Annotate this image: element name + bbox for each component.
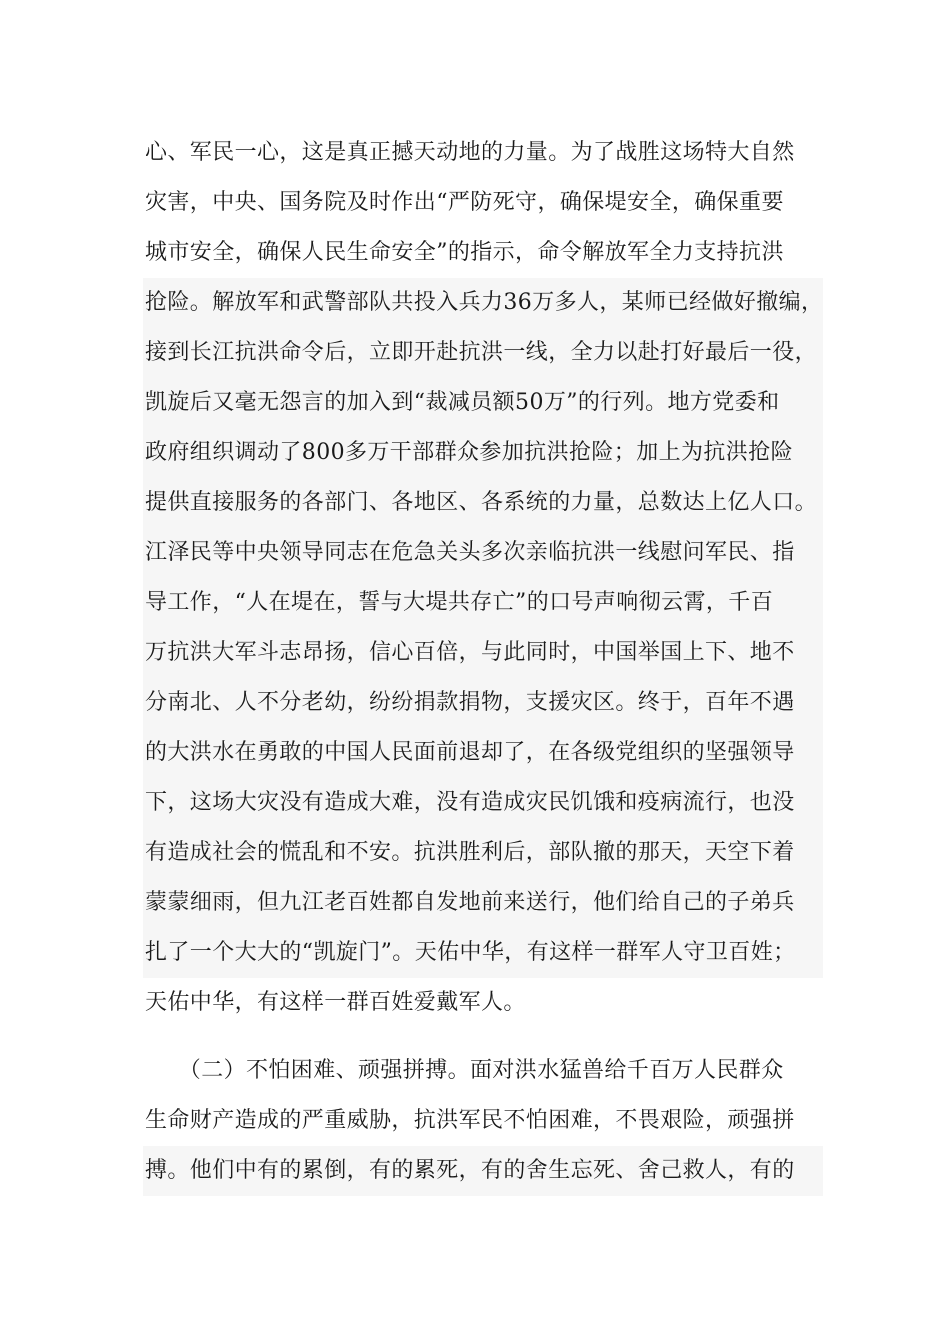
text-line: 心、军民一心，这是真正撼天动地的力量。为了战胜这场特大自然: [145, 140, 795, 165]
text-line: 万抗洪大军斗志昂扬，信心百倍，与此同时，中国举国上下、地不: [143, 628, 823, 678]
text-line: 提供直接服务的各部门、各地区、各系统的力量，总数达上亿人口。: [143, 478, 823, 528]
text-line: 政府组织调动了800多万干部群众参加抗洪抢险；加上为抗洪抢险: [143, 428, 823, 478]
section-heading-line: （二）不怕困难、顽强拼搏。面对洪水猛兽给千百万人民群众: [145, 1058, 784, 1083]
text-line: 凯旋后又毫无怨言的加入到“裁减员额50万”的行列。地方党委和: [143, 378, 823, 428]
text-line: 灾害，中央、国务院及时作出“严防死守，确保堤安全，确保重要: [145, 190, 784, 215]
text-line: 导工作，“人在堤在，誓与大堤共存亡”的口号声响彻云霄，千百: [143, 578, 823, 628]
paragraph-section-two: [143, 1046, 823, 1196]
text-line: 扎了一个大大的“凯旋门”。天佑中华，有这样一群军人守卫百姓；: [143, 928, 823, 978]
text-line: 生命财产造成的严重威胁，抗洪军民不怕困难，不畏艰险，顽强拼: [145, 1108, 795, 1133]
text-line: 搏。他们中有的累倒，有的累死，有的舍生忘死、舍己救人，有的: [143, 1146, 823, 1196]
text-line: 接到长江抗洪命令后，立即开赴抗洪一线，全力以赴打好最后一役，: [143, 328, 823, 378]
text-line: 有造成社会的慌乱和不安。抗洪胜利后，部队撤的那天，天空下着: [143, 828, 823, 878]
text-line: 抢险。解放军和武警部队共投入兵力36万多人，某师已经做好撤编，: [143, 278, 823, 328]
paragraph-flood-fight: [143, 128, 823, 1028]
text-line: 江泽民等中央领导同志在危急关头多次亲临抗洪一线慰问军民、指: [143, 528, 823, 578]
text-line: 的大洪水在勇敢的中国人民面前退却了，在各级党组织的坚强领导: [143, 728, 823, 778]
text-line: 天佑中华，有这样一群百姓爱戴军人。: [145, 990, 526, 1015]
text-line: 分南北、人不分老幼，纷纷捐款捐物，支援灾区。终于，百年不遇: [143, 678, 823, 728]
text-line: 城市安全，确保人民生命安全”的指示，命令解放军全力支持抗洪: [145, 240, 784, 265]
text-line: 蒙蒙细雨，但九江老百姓都自发地前来送行，他们给自己的子弟兵: [143, 878, 823, 928]
text-line: 下，这场大灾没有造成大难，没有造成灾民饥饿和疫病流行，也没: [143, 778, 823, 828]
